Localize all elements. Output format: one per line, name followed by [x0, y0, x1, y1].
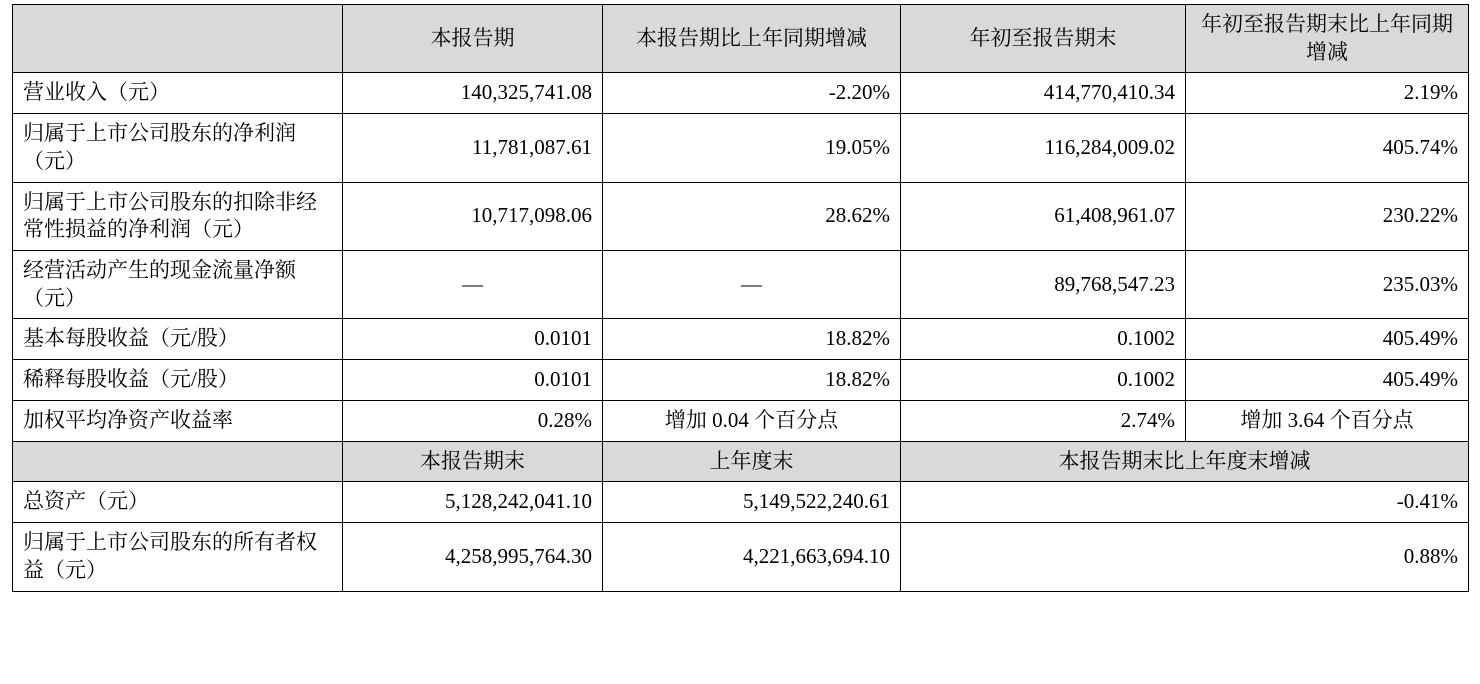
table-header-row-2 — [13, 441, 1469, 482]
row-label-basic-eps: 基本每股收益（元/股） — [13, 319, 343, 360]
cell-equity-prior-year-end: 4,221,663,694.10 — [603, 523, 901, 591]
row-label-net-profit: 归属于上市公司股东的净利润（元） — [13, 114, 343, 182]
header-corner-cell — [13, 5, 343, 73]
cell-revenue-current: 140,325,741.08 — [343, 73, 603, 114]
cell-net-profit-excl-ytd-yoy: 230.22% — [1186, 182, 1469, 250]
cell-net-profit-excl-current-yoy: 28.62% — [603, 182, 901, 250]
cell-roe-ytd-yoy: 增加 3.64 个百分点 — [1186, 400, 1469, 441]
cell-equity-period-end: 4,258,995,764.30 — [343, 523, 603, 591]
row-label-revenue: 营业收入（元） — [13, 73, 343, 114]
cell-diluted-eps-ytd: 0.1002 — [901, 360, 1186, 401]
cell-roe-current-yoy: 增加 0.04 个百分点 — [603, 400, 901, 441]
cell-total-assets-prior-year-end: 5,149,522,240.61 — [603, 482, 901, 523]
cell-diluted-eps-current: 0.0101 — [343, 360, 603, 401]
table-row — [13, 182, 1469, 250]
cell-net-profit-ytd: 116,284,009.02 — [901, 114, 1186, 182]
table-row — [13, 400, 1469, 441]
cell-basic-eps-ytd: 0.1002 — [901, 319, 1186, 360]
cell-basic-eps-ytd-yoy: 405.49% — [1186, 319, 1469, 360]
table-row — [13, 251, 1469, 319]
row-label-equity: 归属于上市公司股东的所有者权益（元） — [13, 523, 343, 591]
row-label-total-assets: 总资产（元） — [13, 482, 343, 523]
cell-diluted-eps-current-yoy: 18.82% — [603, 360, 901, 401]
cell-revenue-ytd: 414,770,410.34 — [901, 73, 1186, 114]
header-cell-ytd-yoy: 年初至报告期末比上年同期增减 — [1186, 5, 1469, 73]
header-cell-ytd: 年初至报告期末 — [901, 5, 1186, 73]
table-header-row — [13, 5, 1469, 73]
cell-equity-change: 0.88% — [901, 523, 1469, 591]
cell-revenue-ytd-yoy: 2.19% — [1186, 73, 1469, 114]
cell-diluted-eps-ytd-yoy: 405.49% — [1186, 360, 1469, 401]
table-row — [13, 482, 1469, 523]
row-label-diluted-eps: 稀释每股收益（元/股） — [13, 360, 343, 401]
cell-total-assets-change: -0.41% — [901, 482, 1469, 523]
header-cell-current-period: 本报告期 — [343, 5, 603, 73]
header2-cell-prior-year-end: 上年度末 — [603, 441, 901, 482]
cell-cash-flow-ytd-yoy: 235.03% — [1186, 251, 1469, 319]
cell-net-profit-excl-ytd: 61,408,961.07 — [901, 182, 1186, 250]
cell-total-assets-period-end: 5,128,242,041.10 — [343, 482, 603, 523]
cell-cash-flow-ytd: 89,768,547.23 — [901, 251, 1186, 319]
table-row — [13, 360, 1469, 401]
cell-net-profit-excl-current: 10,717,098.06 — [343, 182, 603, 250]
cell-basic-eps-current-yoy: 18.82% — [603, 319, 901, 360]
table-row — [13, 73, 1469, 114]
cell-cash-flow-current: — — [343, 251, 603, 319]
cell-net-profit-current-yoy: 19.05% — [603, 114, 901, 182]
cell-cash-flow-current-yoy: — — [603, 251, 901, 319]
row-label-weighted-roe: 加权平均净资产收益率 — [13, 400, 343, 441]
row-label-net-profit-excl-nonrecurring: 归属于上市公司股东的扣除非经常性损益的净利润（元） — [13, 182, 343, 250]
header2-cell-period-end: 本报告期末 — [343, 441, 603, 482]
financial-summary-table — [12, 4, 1469, 592]
row-label-operating-cash-flow: 经营活动产生的现金流量净额（元） — [13, 251, 343, 319]
header2-corner-cell — [13, 441, 343, 482]
cell-net-profit-current: 11,781,087.61 — [343, 114, 603, 182]
header-cell-current-period-yoy: 本报告期比上年同期增减 — [603, 5, 901, 73]
table-row — [13, 319, 1469, 360]
cell-net-profit-ytd-yoy: 405.74% — [1186, 114, 1469, 182]
cell-basic-eps-current: 0.0101 — [343, 319, 603, 360]
cell-roe-ytd: 2.74% — [901, 400, 1186, 441]
table-row — [13, 114, 1469, 182]
table-row — [13, 523, 1469, 591]
cell-roe-current: 0.28% — [343, 400, 603, 441]
header2-cell-change: 本报告期末比上年度末增减 — [901, 441, 1469, 482]
cell-revenue-current-yoy: -2.20% — [603, 73, 901, 114]
